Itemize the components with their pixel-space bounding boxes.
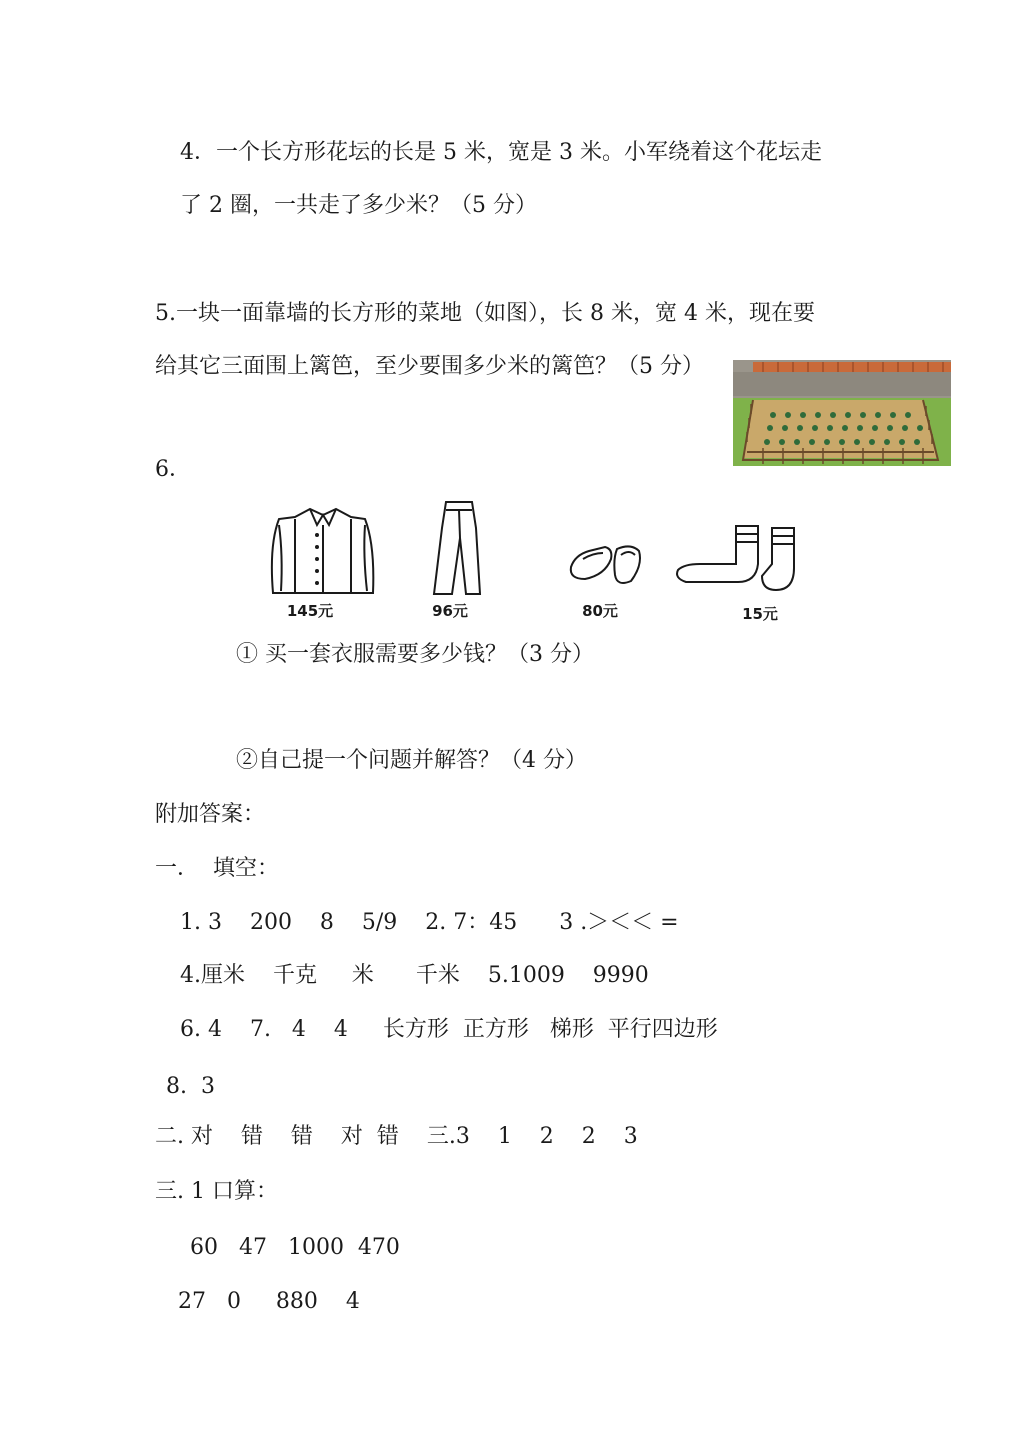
q6-label: 6． <box>155 457 191 482</box>
answers-line5: 二. 对 错 错 对 错 三.3 1 2 2 3 <box>155 1124 638 1149</box>
jacket-icon <box>265 505 381 597</box>
pants-price: 96元 <box>432 602 468 620</box>
shoes-price: 80元 <box>582 602 618 620</box>
q4-line2: 了 2 圈，一共走了多少米？（5 分） <box>180 193 537 218</box>
answers-line6: 三. 1 口算： <box>155 1179 278 1204</box>
pants-icon <box>428 498 488 598</box>
answers-section1-title: 一． 填空： <box>155 856 279 881</box>
q5-line1: 5.一块一面靠墙的长方形的菜地（如图），长 8 米，宽 4 米，现在要 <box>155 301 815 326</box>
q4-line1: 4．一个长方形花坛的长是 5 米，宽是 3 米。小军绕着这个花坛走 <box>180 140 822 165</box>
answers-line3: 6. 4 7. 4 4 长方形 正方形 梯形 平行四边形 <box>180 1017 718 1042</box>
socks-icon <box>672 520 806 595</box>
q5-line2: 给其它三面围上篱笆，至少要围多少米的篱笆？（5 分） <box>155 354 704 379</box>
jacket-price: 145元 <box>286 602 334 620</box>
vegetable-garden-illustration <box>733 360 951 466</box>
answers-line7: 60 47 1000 470 <box>190 1235 400 1260</box>
q6-subquestion-2: ②自己提一个问题并解答？（4 分） <box>236 748 587 773</box>
q6-subquestion-1: ① 买一套衣服需要多少钱？（3 分） <box>236 642 594 667</box>
socks-price: 15元 <box>742 605 778 623</box>
answers-line8: 27 0 880 4 <box>178 1289 360 1314</box>
shoes-icon <box>565 535 645 590</box>
answers-heading: 附加答案： <box>155 802 266 827</box>
answers-line1: 1. 3 200 8 5/9 2. 7：45 3 .＞＜＜ = <box>180 910 679 935</box>
answers-line4: 8. 3 <box>166 1074 215 1099</box>
answers-line2: 4.厘米 千克 米 千米 5.1009 9990 <box>180 963 649 988</box>
